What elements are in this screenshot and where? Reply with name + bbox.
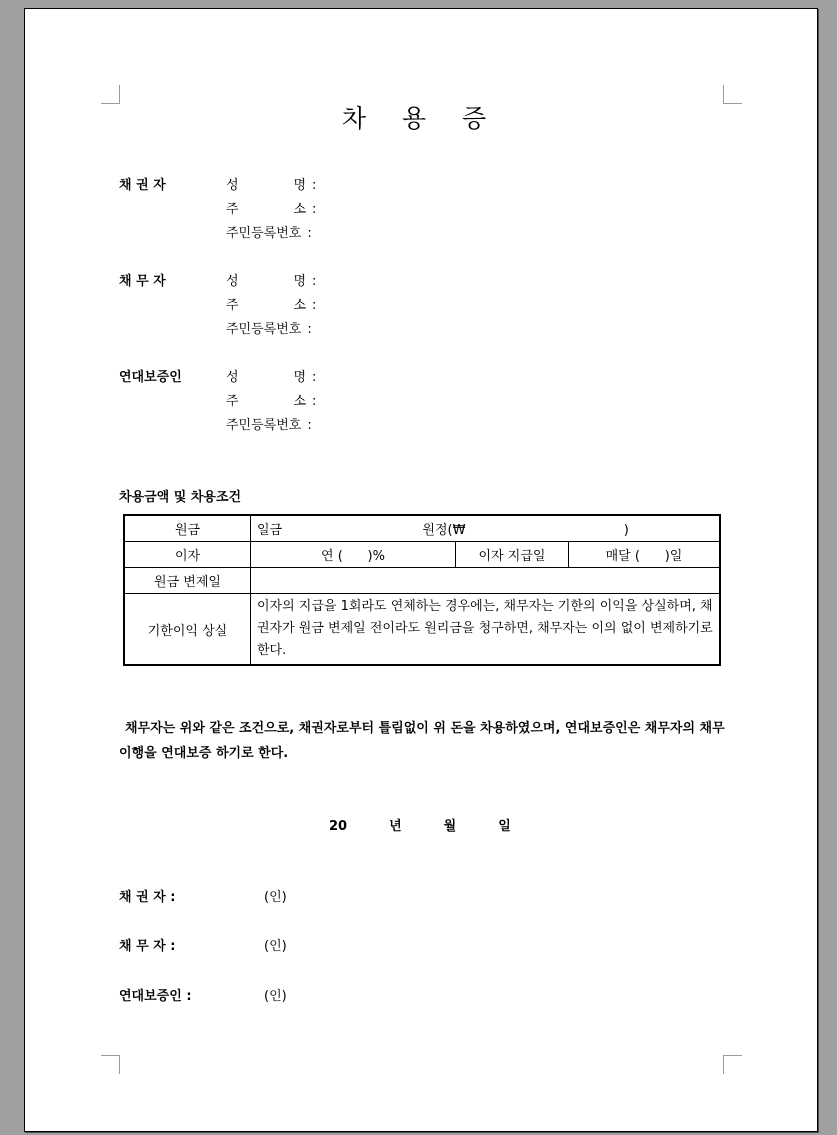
- id-label: 주민등록번호: [226, 418, 302, 433]
- address-label: 주 소: [226, 298, 306, 313]
- date-line: [329, 815, 511, 834]
- colon: :: [312, 274, 317, 289]
- principal-prefix: 일금: [257, 523, 283, 538]
- colon: :: [312, 202, 317, 217]
- seal-mark: (인): [264, 989, 287, 1004]
- interest-rate: 연 ( )%: [251, 542, 456, 568]
- address-label: 주 소: [226, 394, 306, 409]
- name-label: 성 명: [226, 274, 306, 289]
- forfeit-text: 이자의 지급을 1회라도 연체하는 경우에는, 채무자는 기한의 이익을 상실하며, 채권자가 원금 변제일 전이라도 원리금을 청구하면, 채무자는 이의 없이 변제하기로 한다.: [251, 594, 721, 666]
- name-label: 성 명: [226, 178, 306, 193]
- day-label: 일: [498, 819, 511, 834]
- table-row: [124, 568, 720, 594]
- debtor-id-field: [226, 318, 426, 337]
- principal-label: 원금: [124, 515, 251, 542]
- colon: :: [307, 322, 312, 337]
- guarantor-address-field: [226, 390, 426, 409]
- creditor-role: 채 권 자: [119, 178, 166, 193]
- colon: :: [307, 226, 312, 241]
- document-title: 차 용 증: [341, 104, 501, 133]
- signature-role: 채 무 자 :: [119, 939, 176, 954]
- creditor-name-field: [226, 174, 426, 193]
- signature-role: 채 권 자 :: [119, 890, 176, 905]
- repayment-label: 원금 변제일: [124, 568, 251, 594]
- seal-mark: (인): [264, 890, 287, 905]
- colon: :: [312, 178, 317, 193]
- colon: :: [312, 298, 317, 313]
- table-row: [124, 542, 720, 568]
- signature-role: 연대보증인 :: [119, 989, 192, 1004]
- interest-payment-value: 매달 ( )일: [569, 542, 721, 568]
- colon: :: [312, 370, 317, 385]
- debtor-name-field: [226, 270, 426, 289]
- forfeit-label: 기한이익 상실: [124, 594, 251, 666]
- id-label: 주민등록번호: [226, 226, 302, 241]
- principal-amount-cell: [251, 515, 721, 542]
- guarantor-role: 연대보증인: [119, 370, 182, 385]
- loan-statement: 채무자는 위와 같은 조건으로, 채권자로부터 틀림없이 위 돈을 차용하였으며, 연대보증인은 채무자의 채무이행을 연대보증 하기로 한다.: [119, 721, 725, 761]
- colon: :: [312, 394, 317, 409]
- colon: :: [307, 418, 312, 433]
- guarantor-name-field: [226, 366, 426, 385]
- crop-mark-bottom-left: [101, 1055, 120, 1074]
- seal-mark: (인): [264, 939, 287, 954]
- signature-creditor: [119, 886, 287, 905]
- interest-label: 이자: [124, 542, 251, 568]
- interest-payment-label: 이자 지급일: [456, 542, 569, 568]
- table-row: [124, 515, 720, 542]
- address-label: 주 소: [226, 202, 306, 217]
- signature-debtor: [119, 935, 287, 954]
- debtor-role: 채 무 자: [119, 274, 166, 289]
- creditor-id-field: [226, 222, 426, 241]
- guarantor-id-field: [226, 414, 426, 433]
- terms-section-title: 차용금액 및 차용조건: [119, 490, 242, 505]
- document-page: [24, 8, 818, 1132]
- loan-terms-table: [123, 514, 721, 666]
- month-label: 월: [443, 819, 457, 834]
- year-label: 년: [389, 819, 402, 834]
- principal-suffix: 원정(₩: [422, 523, 466, 538]
- signature-guarantor: [119, 985, 287, 1004]
- debtor-address-field: [226, 294, 426, 313]
- id-label: 주민등록번호: [226, 322, 302, 337]
- principal-close: ): [623, 523, 629, 538]
- table-row: [124, 594, 720, 666]
- name-label: 성 명: [226, 370, 306, 385]
- creditor-address-field: [226, 198, 426, 217]
- year-prefix: 20: [329, 819, 348, 834]
- repayment-value: [251, 568, 721, 594]
- crop-mark-bottom-right: [723, 1055, 742, 1074]
